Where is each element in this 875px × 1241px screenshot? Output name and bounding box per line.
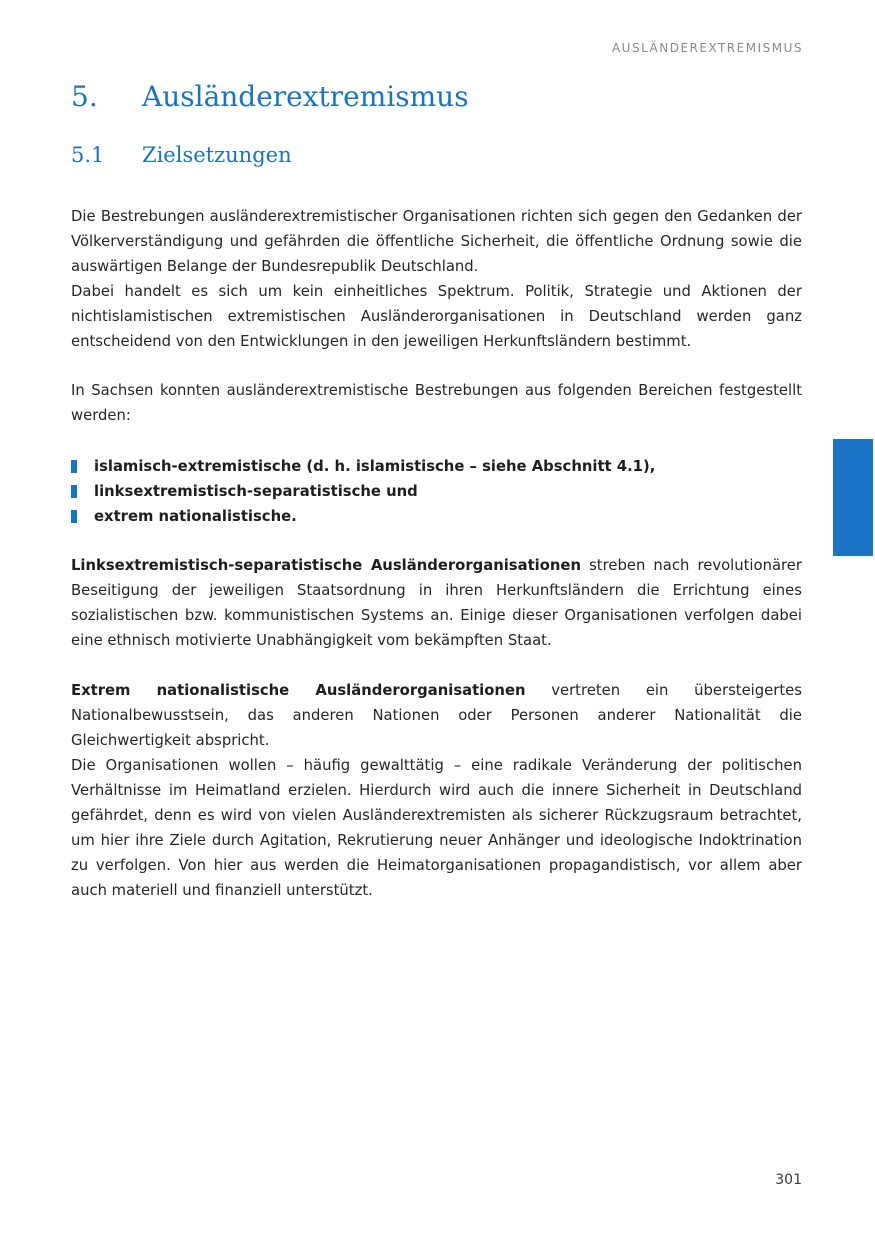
list-item-text: linksextremistisch-separatistische und <box>94 483 418 500</box>
chapter-heading <box>71 80 469 113</box>
list-item-text: extrem nationalistische. <box>94 508 297 525</box>
paragraph-5 <box>71 753 802 903</box>
paragraph-2 <box>71 378 802 428</box>
bullet-icon <box>71 485 77 498</box>
paragraph-4-bold: Extrem nationalistische Ausländerorganisationen <box>71 682 526 699</box>
paragraph-3 <box>71 553 802 653</box>
paragraph-3-text: streben nach revolutionärer Beseitigung der jeweiligen Staatsordnung in ihren Herkunftsländern die Errichtung eines sozialistischen bzw. kommunistischen Systems an. Einige dieser Organisationen verfolgen dabei eine ethnisch motivierte Unabhängigkeit vom bekämpften Staat. <box>71 557 802 649</box>
paragraph-5-text: Die Organisationen wollen – häufig gewalttätig – eine radikale Veränderung der politischen Verhältnisse im Heimatland erzielen. Hierdurch wird auch die innere Sicherheit in Deutschland gefährdet, denn es wird von vielen Ausländerextremisten als sicherer Rückzugsraum betrachtet, um hier ihre Ziele durch Agitation, Rekrutierung neuer Anhänger und ideologische Indoktrination zu verfolgen. Von hier aus werden die Heimatorganisationen propagandistisch, vor allem aber auch materiell und finanziell unterstützt. <box>71 757 802 899</box>
paragraph-4 <box>71 678 802 753</box>
list-item <box>71 454 655 479</box>
paragraph-1a: Die Bestrebungen ausländerextremistischer Organisationen richten sich gegen den Gedanken der Völkerverständigung und gefährden die öffentliche Sicherheit, die öffentliche Ordnung sowie die auswärtigen Belange der Bundesrepublik Deutschland. <box>71 208 802 275</box>
paragraph-3-bold: Linksextremistisch-separatistische Ausländerorganisationen <box>71 557 582 574</box>
page-number: 301 <box>775 1172 802 1188</box>
section-number: 5.1 <box>71 143 105 167</box>
intro-paragraph <box>71 204 802 354</box>
bullet-icon <box>71 460 77 473</box>
list-item <box>71 479 655 504</box>
running-head: AUSLÄNDEREXTREMISMUS <box>611 41 803 55</box>
list-item <box>71 504 655 529</box>
paragraph-1b: Dabei handelt es sich um kein einheitliches Spektrum. Politik, Strategie und Aktionen der nichtislamistischen extremistischen Ausländerorganisationen in Deutschland werden ganz entscheidend von den Entwicklungen in den jeweiligen Herkunftsländern bestimmt. <box>71 283 802 350</box>
list-item-text: islamisch-extremistische (d. h. islamistische – siehe Abschnitt 4.1), <box>94 458 656 475</box>
paragraph-2-text: In Sachsen konnten ausländerextremistische Bestrebungen aus folgenden Bereichen festgestellt werden: <box>71 382 802 424</box>
bullet-list <box>71 454 655 529</box>
paragraph-4-text: vertreten ein übersteigertes Nationalbewusstsein, das anderen Nationen oder Personen anderer Nationalität die Gleichwertigkeit abspricht. <box>71 682 802 749</box>
chapter-tab-marker <box>833 439 873 556</box>
chapter-title: Ausländerextremismus <box>142 80 469 113</box>
section-heading <box>71 143 292 167</box>
bullet-icon <box>71 510 77 523</box>
chapter-number: 5. <box>71 80 98 113</box>
section-title: Zielsetzungen <box>142 143 292 167</box>
